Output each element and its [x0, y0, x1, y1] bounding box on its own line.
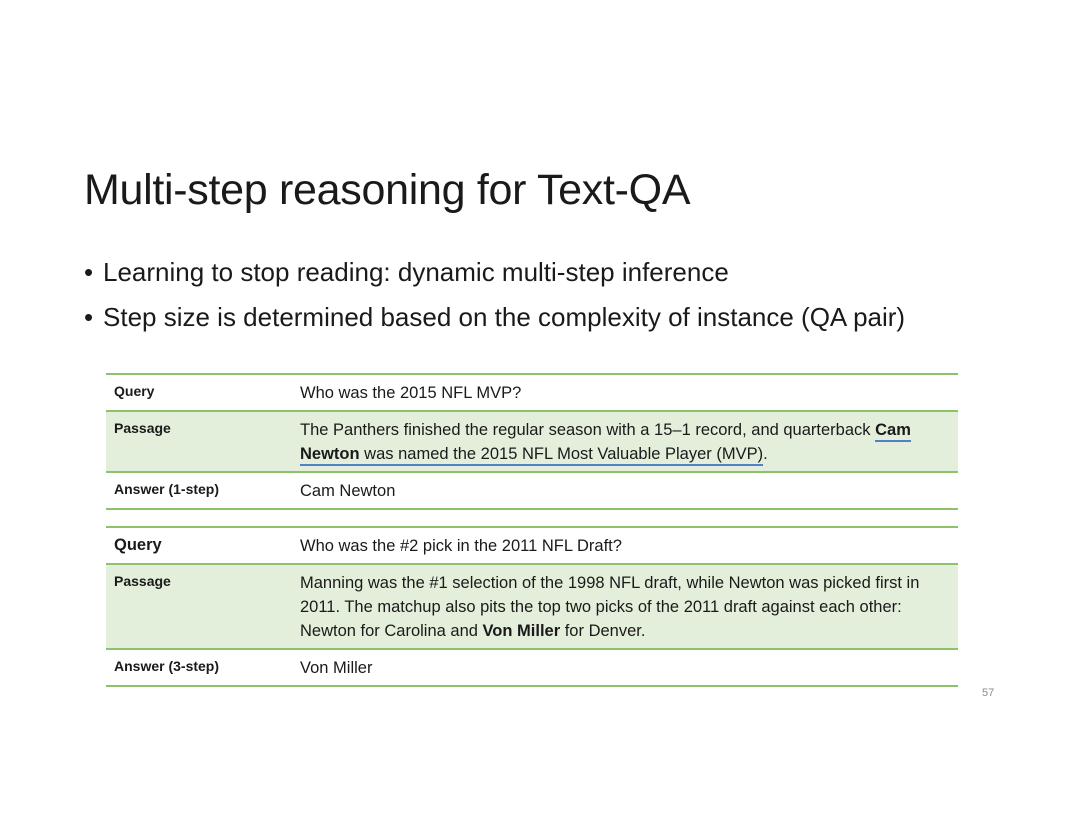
query-text: Who was the 2015 NFL MVP? [300, 374, 958, 411]
answer-label: Answer (3-step) [106, 649, 300, 686]
passage-label: Passage [106, 411, 300, 472]
answer-text: Von Miller [300, 649, 958, 686]
passage-text-start: Manning was the #1 selection of the 1998 NFL draft, while Newton was picked first in 2011. The matchup also pits the top two picks of the 2011 draft against each other: Newton for Carolina and [300, 574, 920, 640]
bullet-list [84, 254, 905, 344]
passage-row [106, 411, 958, 472]
passage-row [106, 564, 958, 649]
passage-text [300, 411, 958, 472]
query-text: Who was the #2 pick in the 2011 NFL Draft? [300, 527, 958, 564]
query-label: Query [106, 527, 300, 564]
query-row [106, 374, 958, 411]
answer-highlight: Von Miller [482, 622, 561, 640]
passage-text-start: The Panthers finished the regular season with a 15–1 record, and quarterback [300, 421, 876, 439]
answer-label: Answer (1-step) [106, 472, 300, 509]
answer-highlight: Cam Newton [300, 421, 911, 463]
evidence-text: was named the 2015 NFL Most Valuable Player (MVP) [359, 445, 764, 463]
answer-row [106, 649, 958, 686]
query-label: Query [106, 374, 300, 411]
answer-row [106, 472, 958, 509]
passage-text [300, 564, 958, 649]
bullet-item: • Step size is determined based on the complexity of instance (QA pair) [84, 299, 905, 344]
passage-text-end: . [763, 445, 768, 463]
qa-example-table-2 [106, 526, 958, 687]
query-row [106, 527, 958, 564]
slide-title: Multi-step reasoning for Text-QA [84, 166, 691, 214]
qa-example-table-1 [106, 373, 958, 510]
bullet-item: • Learning to stop reading: dynamic multi-step inference [84, 254, 905, 299]
answer-text: Cam Newton [300, 472, 958, 509]
passage-text-end: for Denver. [560, 622, 646, 640]
passage-label: Passage [106, 564, 300, 649]
page-number: 57 [982, 687, 995, 699]
